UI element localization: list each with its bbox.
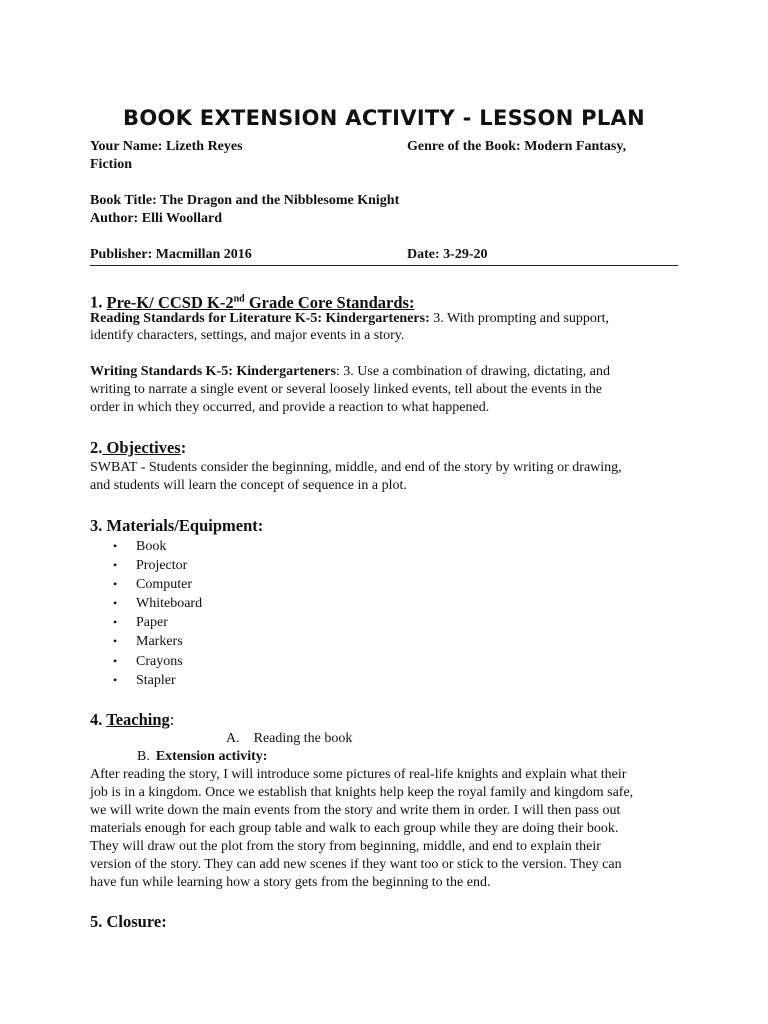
writing-standards-line-3: order in which they occurred, and provide a reaction to what happened.	[90, 400, 490, 415]
materials-list-item	[113, 575, 202, 594]
section-1-title-part1: Pre-K/ CCSD K-2	[106, 292, 234, 312]
name-value: Lizeth Reyes	[165, 139, 243, 154]
section-4-number: 4.	[90, 710, 107, 729]
objectives-line-2: and students will learn the concept of sequence in a plot.	[90, 478, 407, 493]
teaching-item-a	[226, 730, 352, 748]
teaching-paragraph-line: They will draw out the plot from the story from beginning, middle, and end to explain their	[90, 839, 601, 854]
bullet-icon: •	[113, 653, 118, 668]
section-3-heading: 3. Materials/Equipment:	[90, 516, 264, 535]
teaching-item-b-text: Extension activity:	[155, 749, 268, 764]
book-title-line	[90, 192, 399, 210]
bullet-icon: •	[113, 672, 118, 687]
genre-label: Genre of the Book:	[407, 139, 521, 154]
teaching-paragraph-line: job is in a kingdom. Once we establish that knights help keep the royal family and kingdom safe,	[90, 785, 634, 800]
book-title-label: Book Title:	[90, 193, 157, 208]
materials-item-text: Computer	[136, 577, 192, 593]
publisher-line	[90, 246, 252, 264]
teaching-paragraph	[90, 766, 680, 892]
name-label: Your Name:	[90, 139, 163, 154]
bullet-icon: •	[113, 634, 118, 649]
reading-standards-line-1	[90, 310, 609, 328]
name-line	[90, 138, 243, 156]
date-value: 3-29-20	[443, 247, 488, 262]
genre-line	[407, 138, 626, 156]
writing-standards-line-1	[90, 363, 610, 381]
section-5-heading: 5. Closure:	[90, 912, 167, 931]
reading-standards-label: Reading Standards for Literature K-5: Kindergarteners:	[90, 311, 430, 326]
section-4-colon: :	[169, 710, 175, 729]
reading-standards-text: 3. With prompting and support,	[429, 311, 609, 326]
section-1-title-sup: nd	[233, 293, 245, 304]
teaching-paragraph-line: After reading the story, I will introduce some pictures of real-life knights and explain what their	[90, 767, 627, 782]
teaching-paragraph-line: we will write down the main events from the story and write them in order. I will then pass out	[90, 803, 621, 818]
materials-item-text: Whiteboard	[136, 596, 203, 612]
teaching-paragraph-line: have fun while learning how a story gets from the beginning to the end.	[90, 875, 491, 890]
document-title: BOOK EXTENSION ACTIVITY - LESSON PLAN	[123, 106, 645, 130]
writing-standards-label: Writing Standards K-5: Kindergarteners	[90, 364, 336, 379]
date-line	[407, 246, 487, 264]
materials-list-item	[113, 594, 202, 613]
author-line	[90, 210, 222, 228]
section-4-heading	[90, 710, 174, 730]
author-value: Elli Woollard	[141, 211, 222, 226]
teaching-item-b-marker: B.	[137, 749, 150, 764]
publisher-label: Publisher:	[90, 247, 153, 262]
bullet-icon: •	[113, 596, 118, 611]
materials-list-item	[113, 632, 202, 651]
materials-list	[113, 537, 202, 690]
bullet-icon: •	[113, 615, 118, 630]
materials-list-item	[113, 613, 202, 632]
materials-list-item	[113, 556, 202, 575]
materials-list-item	[113, 671, 202, 690]
section-1-number: 1.	[90, 292, 103, 312]
reading-standards-line-2: identify characters, settings, and major events in a story.	[90, 328, 405, 343]
materials-item-text: Crayons	[136, 653, 183, 669]
author-label: Author:	[90, 211, 139, 226]
bullet-icon: •	[113, 539, 118, 553]
materials-item-text: Projector	[136, 558, 188, 574]
section-2-title: Objectives	[102, 438, 181, 457]
materials-item-text: Book	[136, 539, 167, 554]
materials-list-item	[113, 537, 202, 556]
section-1-heading	[90, 289, 414, 313]
teaching-paragraph-line: version of the story. They can add new scenes if they want too or stick to the version. They can	[90, 857, 622, 872]
teaching-item-a-text: Reading the book	[253, 731, 353, 746]
section-1-title	[107, 293, 415, 312]
bullet-icon: •	[113, 558, 118, 573]
objectives-line-1: SWBAT - Students consider the beginning, middle, and end of the story by writing or drawing,	[90, 460, 622, 475]
materials-list-item	[113, 652, 202, 671]
genre-value-continued: Fiction	[90, 157, 132, 172]
section-4-title: Teaching	[106, 710, 170, 729]
section-2-number: 2.	[90, 438, 103, 457]
section-2-heading	[90, 438, 186, 458]
section-2-colon: :	[180, 438, 187, 457]
writing-standards-text: : 3. Use a combination of drawing, dictating, and	[335, 364, 611, 379]
materials-item-text: Stapler	[136, 672, 176, 688]
writing-standards-line-2: writing to narrate a single event or several loosely linked events, tell about the events in the	[90, 382, 603, 397]
genre-value: Modern Fantasy,	[524, 139, 627, 154]
section-1-title-part2: Grade Core Standards:	[244, 292, 415, 312]
teaching-item-a-marker: A.	[226, 731, 240, 746]
date-label: Date:	[407, 247, 440, 262]
book-title-value: The Dragon and the Nibblesome Knight	[160, 193, 400, 208]
publisher-value: Macmillan 2016	[155, 247, 252, 262]
teaching-item-b	[137, 748, 267, 766]
materials-item-text: Paper	[136, 615, 168, 631]
materials-item-text: Markers	[136, 634, 183, 650]
teaching-paragraph-line: materials enough for each group table and walk to each group while they are doing their book.	[90, 821, 619, 836]
bullet-icon: •	[113, 577, 118, 592]
header-divider	[90, 265, 678, 266]
